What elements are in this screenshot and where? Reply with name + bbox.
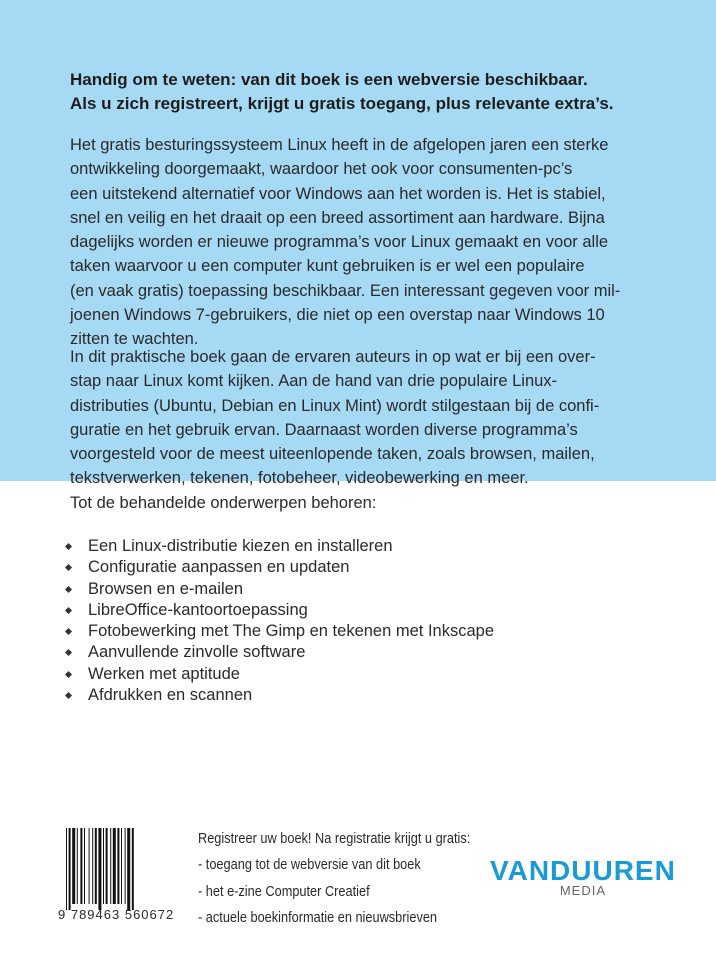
list-item-label: Afdrukken en scannen — [88, 686, 253, 705]
list-item — [66, 579, 494, 600]
list-item — [66, 664, 494, 685]
list-item — [66, 600, 494, 621]
description-paragraph-1 — [70, 133, 620, 352]
text-line: distributies (Ubuntu, Debian en Linux Mint) wordt stilgestaan bij de confi- — [70, 396, 600, 415]
list-item — [66, 536, 494, 557]
text-line: guratie en het gebruik ervan. Daarnaast worden diverse programma’s — [70, 420, 578, 439]
list-item — [66, 685, 494, 706]
list-item-label: LibreOffice-kantoortoepassing — [88, 600, 308, 619]
topics-list — [66, 536, 494, 706]
text-line: snel en veilig en het draait op een breed assortiment aan hardware. Bijna — [70, 208, 605, 227]
intro-line: Handig om te weten: van dit boek is een webversie beschikbaar. — [70, 70, 588, 89]
intro-text — [70, 68, 614, 116]
publisher-logo — [490, 855, 676, 898]
text-line: - actuele boekinformatie en nieuwsbrieven — [198, 909, 438, 926]
logo-sub: MEDIA — [559, 883, 606, 898]
list-item-label: Werken met aptitude — [88, 664, 240, 683]
barcode-icon — [64, 828, 154, 910]
text-line: ontwikkeling doorgemaakt, waardoor het ook voor consumenten-pc’s — [70, 160, 573, 179]
text-line: Registreer uw boek! Na registratie krijgt u gratis: — [198, 831, 471, 847]
text-line: joenen Windows 7-gebruikers, die niet op een overstap naar Windows 10 — [70, 306, 605, 325]
text-line: In dit praktische boek gaan de ervaren auteurs in op wat er bij een over- — [70, 348, 596, 366]
list-item-label: Een Linux-distributie kiezen en installeren — [88, 537, 393, 555]
bullet-icon — [65, 692, 72, 699]
registration-info — [198, 826, 470, 931]
text-line: zitten te wachten. — [70, 330, 199, 349]
bullet-icon — [65, 671, 72, 678]
text-line: - het e-zine Computer Creatief — [198, 883, 370, 900]
bullet-icon — [65, 649, 72, 656]
text-line: stap naar Linux komt kijken. Aan de hand van drie populaire Linux- — [70, 372, 558, 391]
list-item — [66, 557, 494, 578]
text-line: Het gratis besturingssysteem Linux heeft in de afgelopen jaren een sterke — [70, 136, 609, 154]
list-item — [66, 642, 494, 663]
bullet-icon — [65, 628, 72, 635]
text-line: een uitstekend alternatief voor Windows aan het worden is. Het is stabiel, — [70, 184, 606, 203]
logo-name: VANDUUREN — [490, 855, 676, 886]
bullet-icon — [65, 586, 72, 593]
description-paragraph-2 — [70, 345, 599, 491]
intro-line: Als u zich registreert, krijgt u gratis toegang, plus relevante extra’s. — [70, 94, 614, 113]
list-item-label: Configuratie aanpassen en updaten — [88, 558, 350, 577]
text-line: voorgesteld voor de meest uiteenlopende taken, zoals browsen, mailen, — [70, 445, 595, 464]
bullet-icon — [65, 607, 72, 614]
bullet-icon — [65, 543, 72, 550]
text-line: - toegang tot de webversie van dit boek — [198, 857, 421, 874]
text-line: (en vaak gratis) toepassing beschikbaar. Een interessant gegeven voor mil- — [70, 281, 621, 300]
list-item-label: Fotobewerking met The Gimp en tekenen met Inkscape — [88, 622, 494, 641]
topics-heading: Tot de behandelde onderwerpen behoren: — [70, 494, 377, 512]
list-item — [66, 621, 494, 642]
isbn-number: 9 789463 560672 — [58, 907, 175, 922]
text-line: tekstverwerken, tekenen, fotobeheer, videobewerking en meer. — [70, 469, 529, 488]
list-item-label: Browsen en e-mailen — [88, 579, 243, 598]
bullet-icon — [65, 564, 72, 571]
text-line: dagelijks worden er nieuwe programma’s voor Linux gemaakt en voor alle — [70, 233, 609, 252]
text-line: taken waarvoor u een computer kunt gebruiken is er wel een populaire — [70, 257, 585, 276]
list-item-label: Aanvullende zinvolle software — [88, 643, 306, 662]
